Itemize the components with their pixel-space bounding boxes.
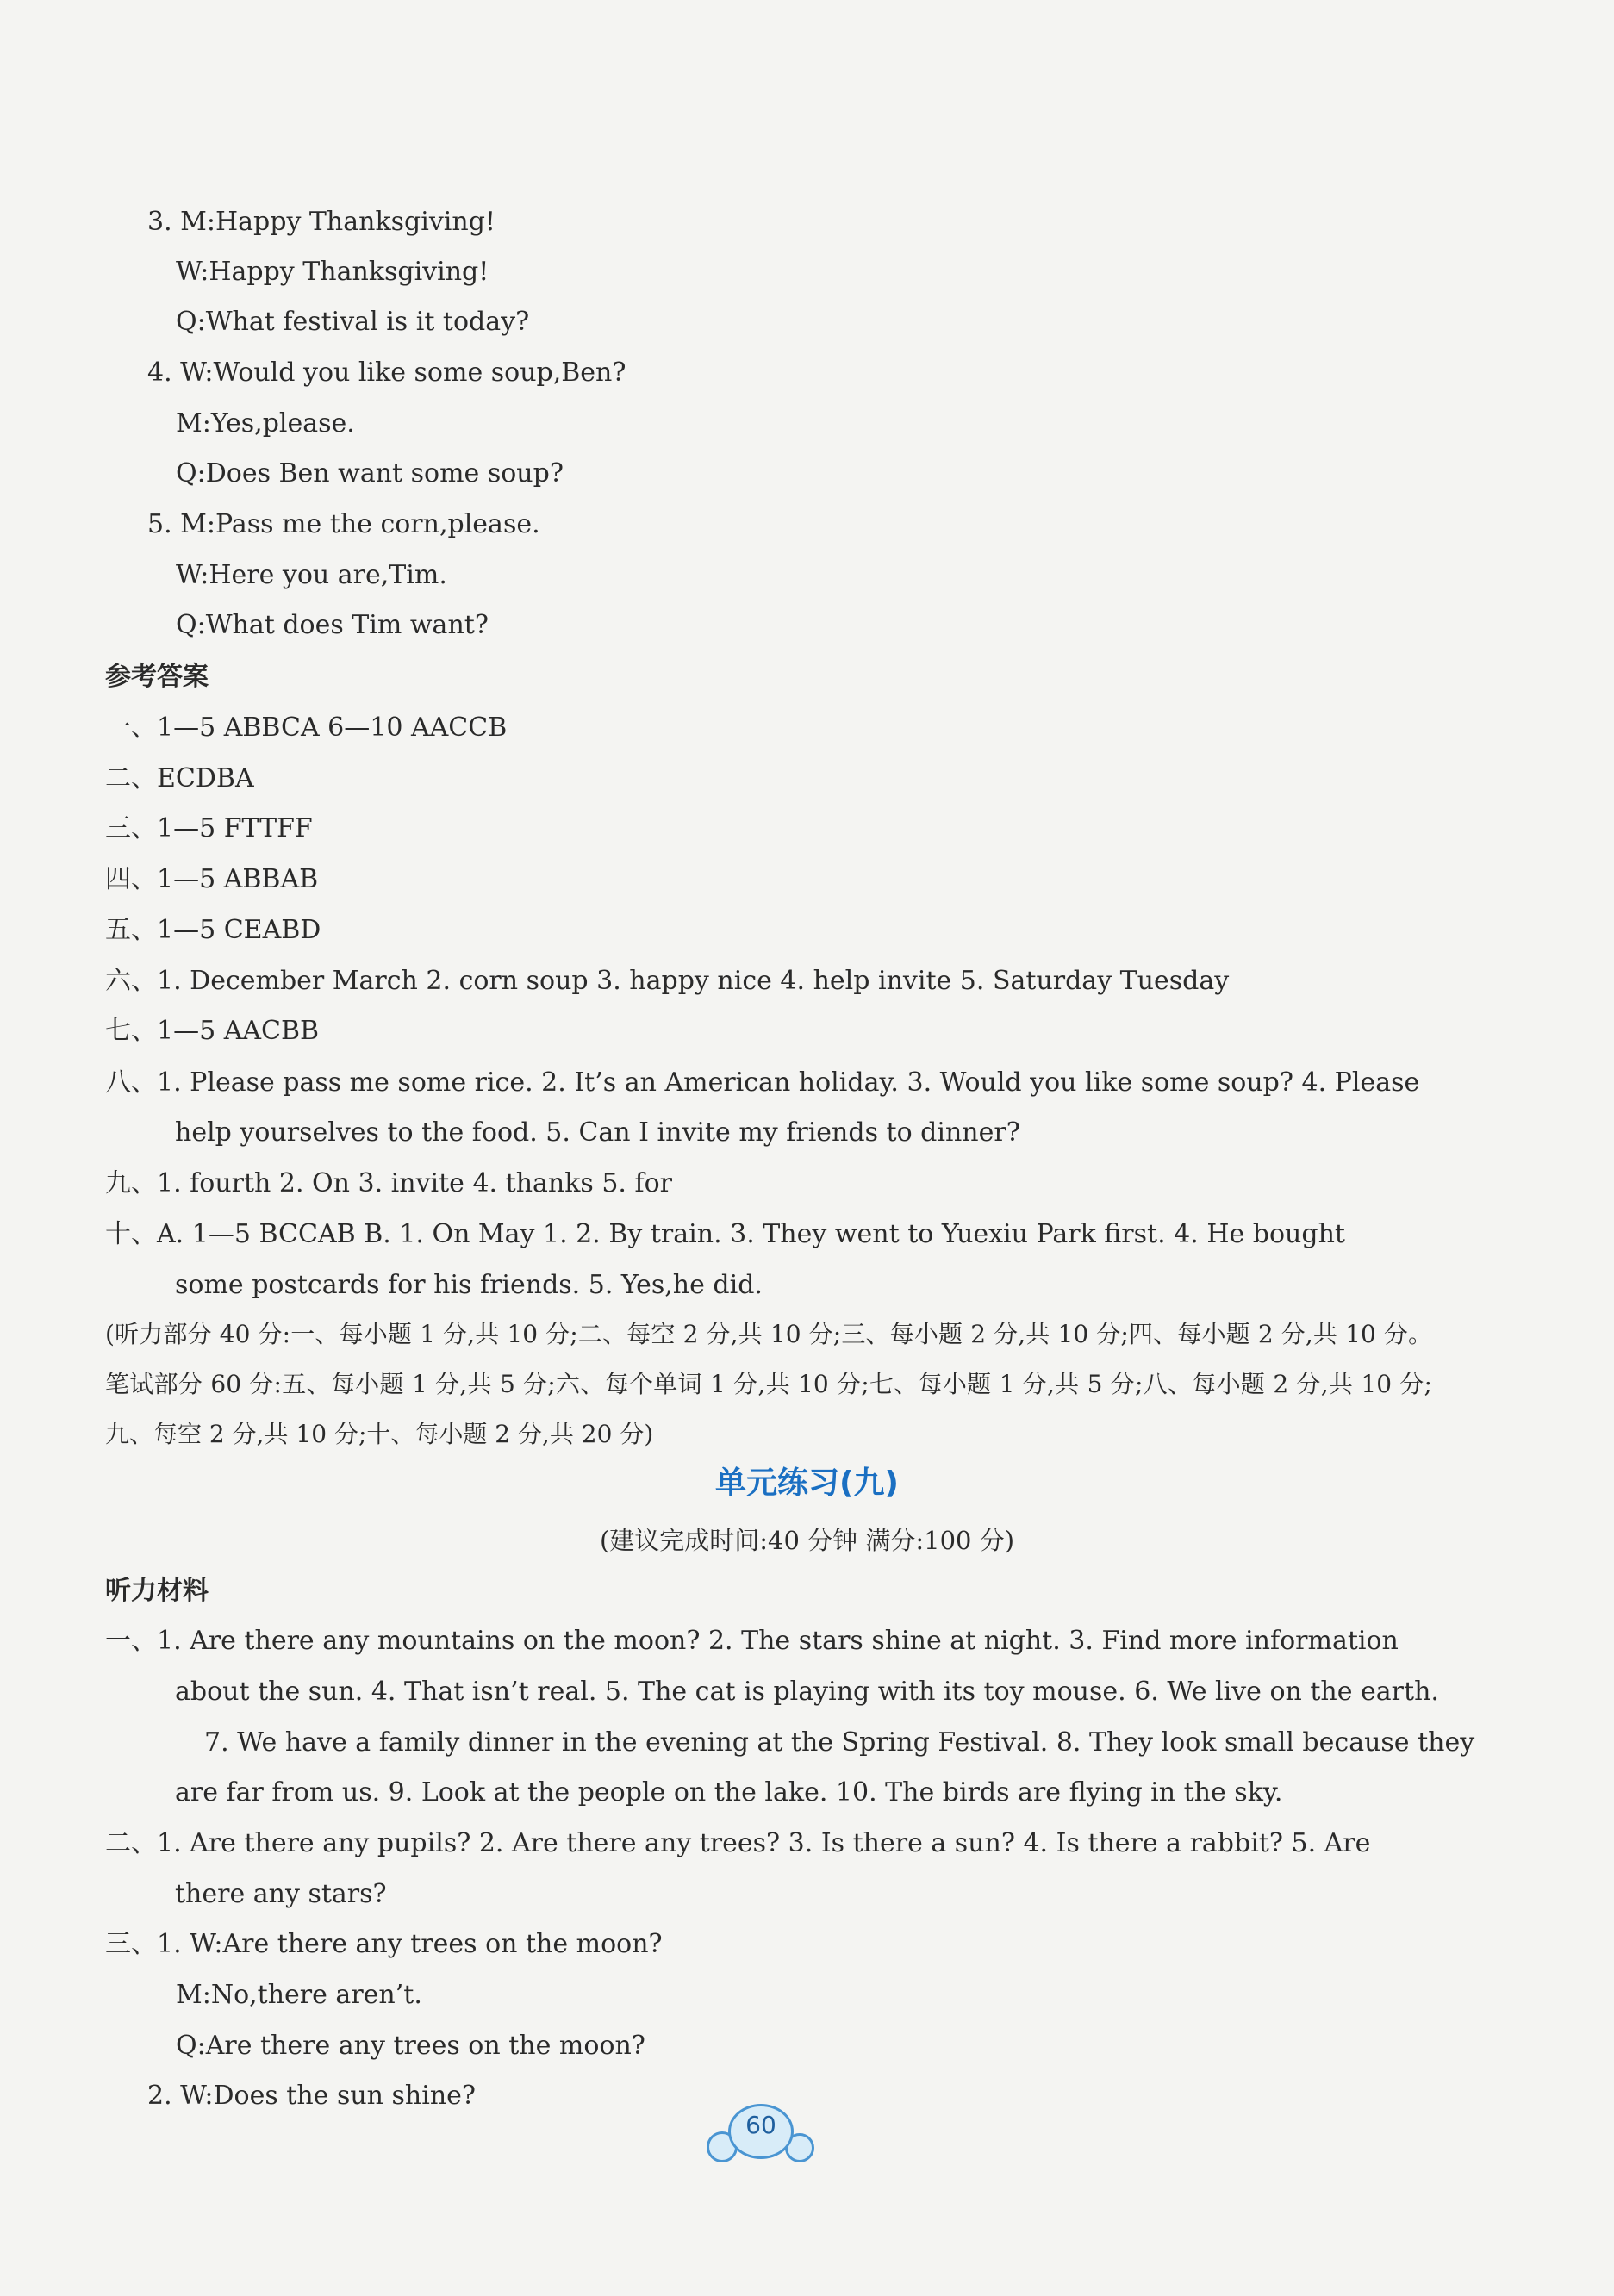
answer-line: help yourselves to the food. 5. Can I invite my friends to dinner?: [175, 1117, 1020, 1148]
listening-line: 4. W:Would you like some soup,Ben?: [147, 358, 626, 388]
page-number: 60: [745, 2111, 776, 2139]
listening-line: 一、1. Are there any mountains on the moon? 2. The stars shine at night. 3. Find more information: [105, 1626, 1399, 1656]
listening-line: Q:Does Ben want some soup?: [176, 458, 564, 488]
listening-line: 2. W:Does the sun shine?: [147, 2081, 477, 2111]
page-number-badge: [702, 2102, 823, 2162]
listening-line: Q:What festival is it today?: [176, 307, 530, 337]
answer-line: 六、1. December March 2. corn soup 3. happy nice 4. help invite 5. Saturday Tuesday: [105, 966, 1230, 996]
listening-line: 三、1. W:Are there any trees on the moon?: [105, 1929, 663, 1959]
answer-line: 七、1—5 AACBB: [105, 1016, 320, 1046]
answer-line: 三、1—5 FTTFF: [105, 813, 313, 843]
answer-line: 一、1—5 ABBCA 6—10 AACCB: [105, 712, 508, 743]
listening-heading: 听力材料: [105, 1576, 209, 1606]
answer-line: 九、1. fourth 2. On 3. invite 4. thanks 5. for: [105, 1168, 672, 1198]
listening-line: are far from us. 9. Look at the people on the lake. 10. The birds are flying in the sky.: [175, 1777, 1283, 1808]
answer-line: 五、1—5 CEABD: [105, 915, 321, 945]
listening-line: Q:What does Tim want?: [176, 610, 489, 640]
answer-line: 十、A. 1—5 BCCAB B. 1. On May 1. 2. By train. 3. They went to Yuexiu Park first. 4. He bought: [105, 1219, 1345, 1249]
listening-line: W:Happy Thanksgiving!: [176, 257, 489, 287]
scoring-note: (听力部分 40 分:一、每小题 1 分,共 10 分;二、每空 2 分,共 10 分;三、每小题 2 分,共 10 分;四、每小题 2 分,共 10 分。笔试部分 60 分:五、每小题 1 分,共 5 分;六、每个单词 1 分,共 10 分;七、每小题 1 分,共 5 分;八、每小题 2 分,共 10 分;九、每空 2 分,共 10 分;十、每小题 2 分,共 20 分): [105, 1320, 1432, 1448]
listening-line: M:No,there aren’t.: [176, 1980, 422, 2010]
answers-heading: 参考答案: [105, 662, 209, 692]
listening-line: about the sun. 4. That isn’t real. 5. The cat is playing with its toy mouse. 6. We live on the earth.: [175, 1677, 1439, 1707]
listening-line: there any stars?: [175, 1879, 387, 1909]
listening-line: Q:Are there any trees on the moon?: [176, 2031, 645, 2061]
answer-line: 四、1—5 ABBAB: [105, 864, 319, 894]
listening-line: W:Here you are,Tim.: [176, 560, 447, 590]
listening-line: M:Yes,please.: [176, 408, 355, 439]
unit-title: 单元练习(九): [715, 1465, 899, 1501]
listening-line: 5. M:Pass me the corn,please.: [147, 509, 540, 539]
listening-line: 7. We have a family dinner in the evening at the Spring Festival. 8. They look small because they: [204, 1727, 1475, 1758]
answer-line: 八、1. Please pass me some rice. 2. It’s an American holiday. 3. Would you like some soup? 4. Please: [105, 1067, 1420, 1098]
listening-line: 3. M:Happy Thanksgiving!: [147, 207, 495, 237]
listening-line: 二、1. Are there any pupils? 2. Are there any trees? 3. Is there a sun? 4. Is there a rabbit? 5. Are: [105, 1828, 1371, 1858]
answer-line: some postcards for his friends. 5. Yes,he did.: [175, 1270, 763, 1300]
answer-line: 二、ECDBA: [105, 763, 254, 793]
unit-subtitle: (建议完成时间:40 分钟 满分:100 分): [599, 1526, 1015, 1555]
